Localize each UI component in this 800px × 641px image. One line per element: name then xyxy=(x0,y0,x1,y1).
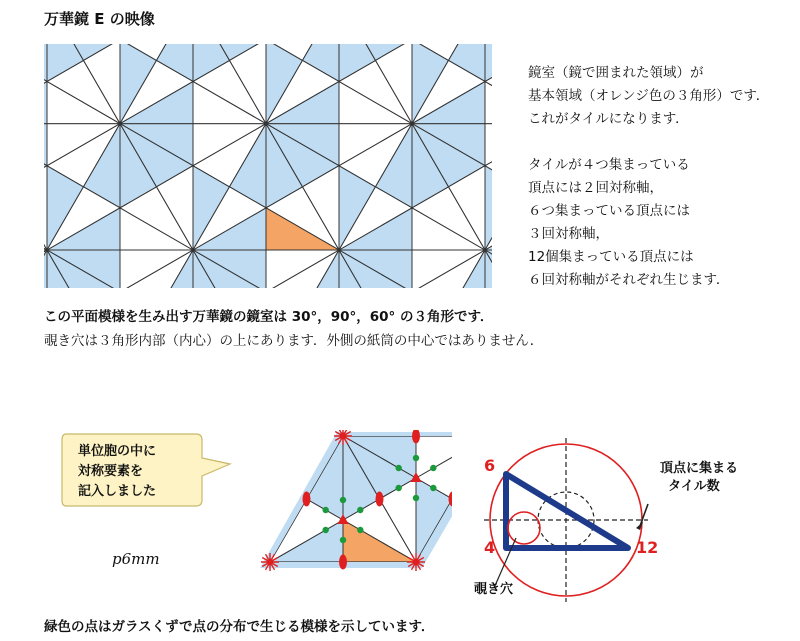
wallpaper-group-label: p6mm xyxy=(112,550,160,568)
tile xyxy=(222,520,270,562)
tile xyxy=(222,430,270,436)
vertex-caption xyxy=(660,460,738,496)
lattice-vertex xyxy=(45,248,48,251)
tile xyxy=(485,166,492,250)
twofold-axis xyxy=(303,492,311,507)
kaleidoscope-pattern xyxy=(44,44,492,288)
unit-cell-diagram xyxy=(222,430,452,580)
glass-dot xyxy=(340,497,346,503)
glass-dot xyxy=(357,507,363,513)
vertex-label-right: 12 xyxy=(636,538,659,557)
vertex-caption-line: タイル数 xyxy=(668,479,720,494)
tile xyxy=(44,44,47,81)
tile xyxy=(222,436,270,499)
tile xyxy=(44,250,47,288)
footnote-text: 緑色の点はガラスくずで点の分布で生じる模様を示しています． xyxy=(44,619,435,635)
twofold-axis xyxy=(376,492,384,507)
description-line: ６つ集まっている頂点には xyxy=(528,203,690,219)
incircle xyxy=(508,512,540,544)
description-line: 頂点には２回対称軸， xyxy=(528,180,663,196)
tile xyxy=(222,499,270,562)
twofold-axis xyxy=(339,555,347,570)
callout-line: 単位胞の中に xyxy=(78,444,157,459)
description-text xyxy=(528,62,769,292)
description-line: ６回対称軸がそれぞれ生じます． xyxy=(528,272,730,288)
peephole-label: 覗き穴 xyxy=(474,582,514,597)
peephole-text: 覗き穴は３角形内部（内心）の上にあります．外側の紙筒の中心ではありません． xyxy=(44,333,544,349)
lattice-vertex xyxy=(337,248,340,251)
lattice-vertex xyxy=(191,248,194,251)
mirror-triangle xyxy=(506,474,628,548)
mirror-description xyxy=(44,305,543,353)
sixfold-axis xyxy=(413,559,420,566)
tile xyxy=(44,166,47,250)
glass-dot xyxy=(413,495,419,501)
mirror-angle-text: この平面模様を生み出す万華鏡の鏡室は 30°，90°，60° の３角形です． xyxy=(44,309,494,325)
description-line: これがタイルになります． xyxy=(528,111,689,127)
sixfold-axis xyxy=(340,433,347,440)
tile xyxy=(234,478,271,562)
glass-dot xyxy=(357,527,363,533)
glass-dot xyxy=(322,527,328,533)
tile xyxy=(222,436,234,520)
vertex-label-left: 4 xyxy=(484,538,496,557)
description-line: 12個集まっている頂点には xyxy=(528,249,694,265)
description-line: 鏡室（鏡で囲まれた領域）が xyxy=(528,65,704,81)
description-line: ３回対称軸， xyxy=(528,226,609,242)
sixfold-axis xyxy=(267,559,274,566)
tile xyxy=(44,124,47,166)
glass-dot xyxy=(430,485,436,491)
callout-line: 対称要素を xyxy=(78,464,144,479)
lattice-vertex xyxy=(118,122,121,125)
glass-dot xyxy=(340,537,346,543)
glass-dot xyxy=(395,485,401,491)
lattice-vertex xyxy=(483,248,486,251)
vertex-caption-line: 頂点に集まる xyxy=(660,461,739,476)
tile xyxy=(222,436,270,478)
lattice-vertex xyxy=(410,122,413,125)
tile xyxy=(485,81,492,123)
tile xyxy=(270,430,343,436)
description-line: タイルが４つ集まっている xyxy=(528,157,690,173)
description-line: 基本領域（オレンジ色の３角形）です． xyxy=(528,88,770,104)
tile xyxy=(485,44,492,81)
description-line xyxy=(528,131,769,154)
lattice-vertex xyxy=(264,122,267,125)
glass-dot xyxy=(413,455,419,461)
page-title: 万華鏡 E の映像 xyxy=(44,10,155,28)
callout-text xyxy=(78,442,156,502)
glass-dot xyxy=(322,507,328,513)
glass-dot xyxy=(430,465,436,471)
tile xyxy=(485,124,492,166)
callout-line: 記入しました xyxy=(78,484,157,499)
vertex-label-top: 6 xyxy=(484,456,496,475)
tile xyxy=(222,430,270,436)
tile xyxy=(270,430,343,436)
glass-dot xyxy=(395,465,401,471)
